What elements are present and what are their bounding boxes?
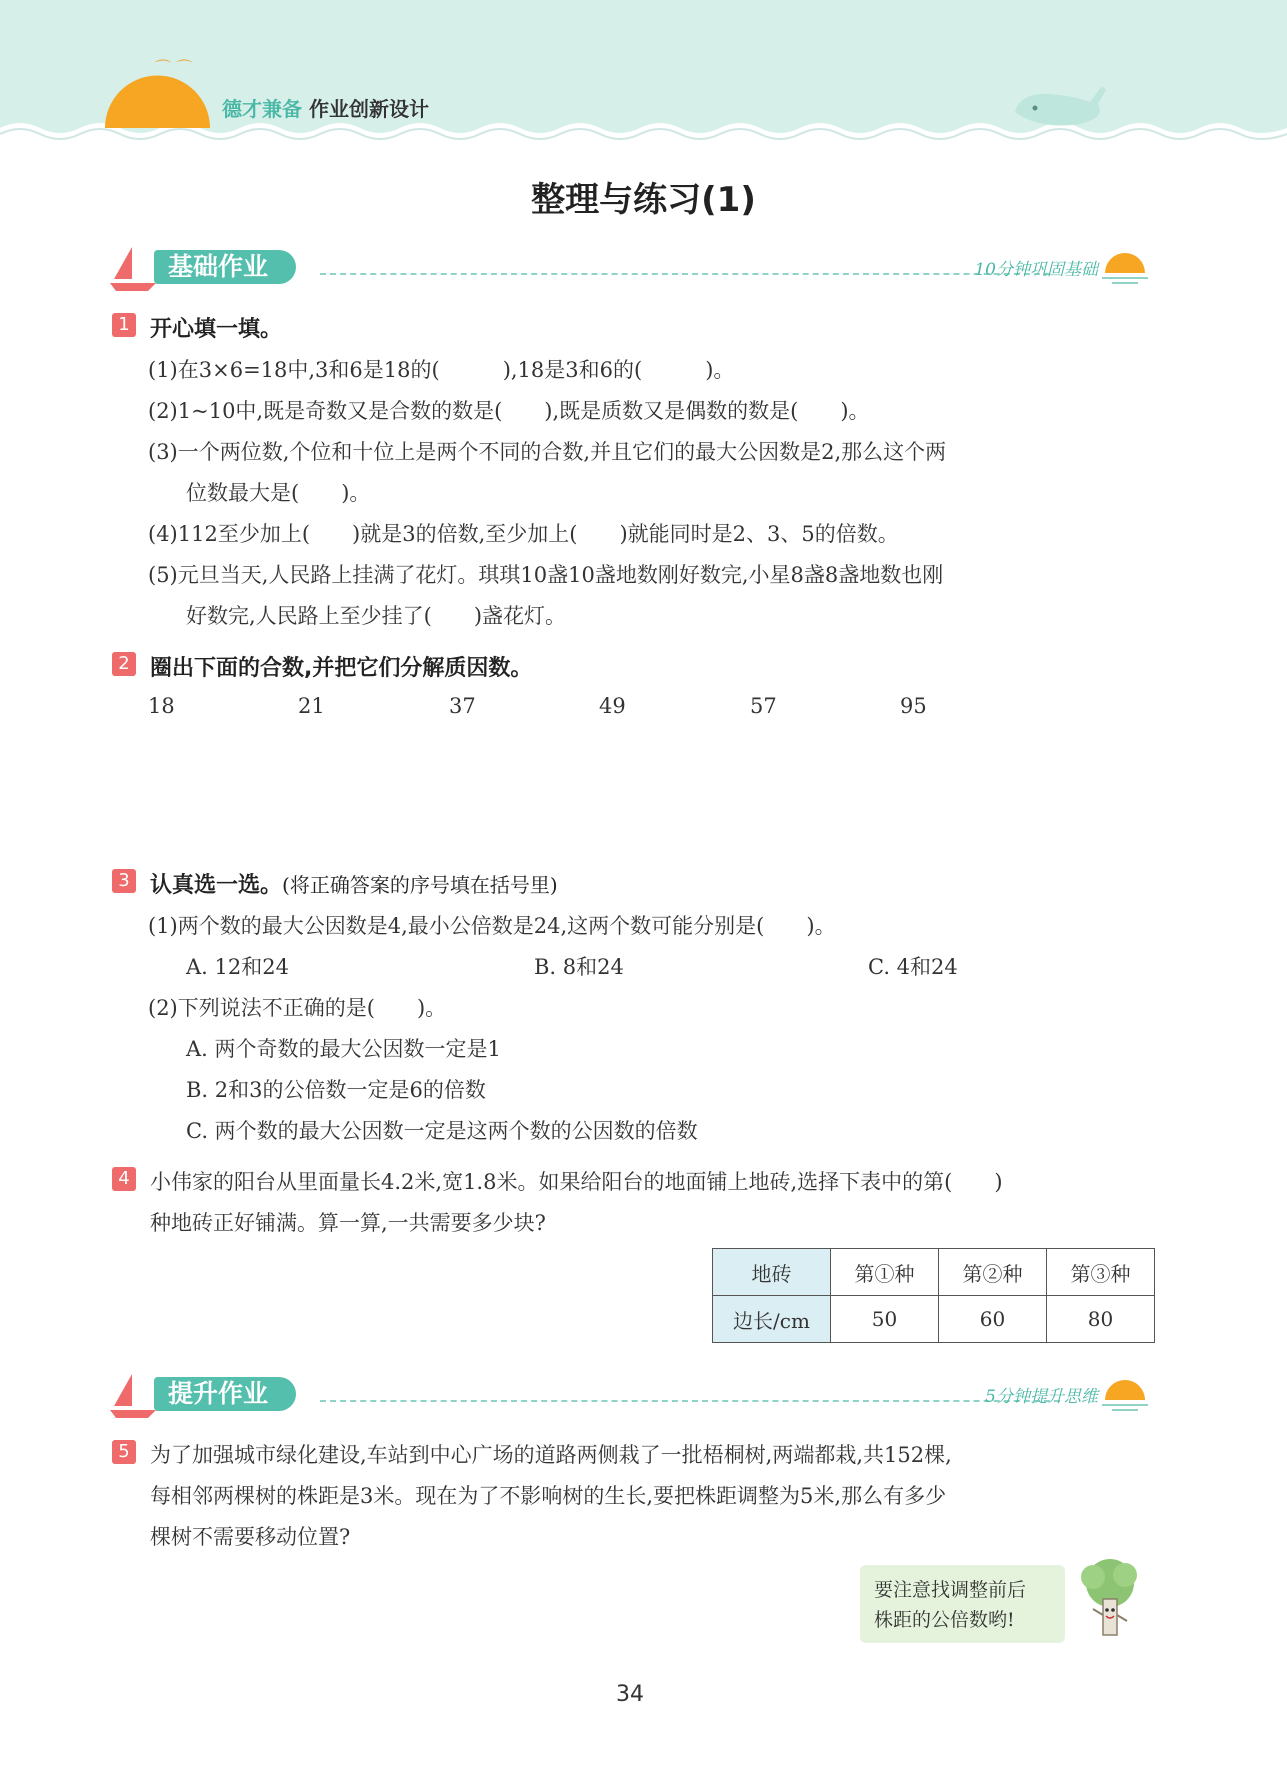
question-number: 3 — [112, 869, 136, 893]
table-cell: 60 — [939, 1296, 1047, 1343]
q1-line: (4)112至少加上( )就是3的倍数,至少加上( )就能同时是2、3、5的倍数。 — [148, 522, 899, 546]
q3-part1: (1)两个数的最大公因数是4,最小公倍数是24,这两个数可能分别是( )。 — [148, 914, 836, 938]
number-item: 57 — [750, 694, 777, 718]
option-b: B. 2和3的公倍数一定是6的倍数 — [186, 1078, 486, 1102]
question-number: 2 — [112, 652, 136, 676]
hint-line: 要注意找调整前后 — [874, 1579, 1027, 1601]
section-label: 提升作业 — [154, 1377, 296, 1411]
option-c: C. 两个数的最大公因数一定是这两个数的公因数的倍数 — [186, 1119, 698, 1143]
option-c: C. 4和24 — [868, 955, 958, 979]
tile-table — [712, 1248, 1155, 1343]
page-title: 整理与练习(1) — [531, 180, 756, 220]
sunset-icon — [1100, 1374, 1150, 1414]
table-cell: 50 — [831, 1296, 939, 1343]
number-item: 37 — [449, 694, 476, 718]
table-cell: 第②种 — [939, 1249, 1047, 1296]
page-number: 34 — [600, 1672, 660, 1722]
table-row — [713, 1249, 1155, 1296]
number-item: 18 — [148, 694, 175, 718]
number-item: 21 — [298, 694, 325, 718]
section-banner-advanced — [110, 1372, 1150, 1420]
q1-line: (3)一个两位数,个位和十位上是两个不同的合数,并且它们的最大公因数是2,那么这个两 — [148, 440, 947, 464]
option-a: A. 两个奇数的最大公因数一定是1 — [186, 1037, 501, 1061]
q1-line: 位数最大是( )。 — [186, 481, 371, 505]
q5-text: 为了加强城市绿化建设,车站到中心广场的道路两侧栽了一批梧桐树,两端都栽,共152棵, — [150, 1443, 952, 1467]
table-row — [713, 1296, 1155, 1343]
birds-icon: ⌒ ⌒ — [155, 58, 193, 77]
question-number: 5 — [112, 1440, 136, 1464]
tree-mascot-icon — [1075, 1555, 1145, 1645]
section-label: 基础作业 — [154, 250, 296, 284]
number-item: 49 — [599, 694, 626, 718]
brand-title: 德才兼备 作业创新设计 — [222, 97, 429, 121]
whale-icon — [1010, 72, 1110, 132]
section-banner-basic — [110, 245, 1150, 293]
q5-text: 棵树不需要移动位置? — [150, 1525, 351, 1549]
dashed-divider — [320, 273, 1050, 275]
dashed-divider — [320, 1400, 1060, 1402]
sunset-icon — [1100, 247, 1150, 287]
question-heading: 认真选一选。(将正确答案的序号填在括号里) — [150, 873, 558, 898]
question-heading: 圈出下面的合数,并把它们分解质因数。 — [150, 656, 533, 681]
q1-line: (2)1~10中,既是奇数又是合数的数是( ),既是质数又是偶数的数是( )。 — [148, 399, 870, 423]
table-cell: 80 — [1047, 1296, 1155, 1343]
q1-line: (1)在3×6=18中,3和6是18的( ),18是3和6的( )。 — [148, 358, 735, 382]
table-cell: 第③种 — [1047, 1249, 1155, 1296]
question-number: 4 — [112, 1167, 136, 1191]
q1-line: (5)元旦当天,人民路上挂满了花灯。琪琪10盏10盏地数刚好数完,小星8盏8盏地数也刚 — [148, 563, 944, 587]
q5-text: 每相邻两棵树的株距是3米。现在为了不影响树的生长,要把株距调整为5米,那么有多少 — [150, 1484, 947, 1508]
question-number: 1 — [112, 313, 136, 337]
q4-text: 小伟家的阳台从里面量长4.2米,宽1.8米。如果给阳台的地面铺上地砖,选择下表中的第( ) — [150, 1170, 1003, 1194]
option-b: B. 8和24 — [534, 955, 624, 979]
section-note: 5分钟提升思维 — [985, 1387, 1098, 1407]
table-cell: 地砖 — [713, 1249, 831, 1296]
table-cell: 第①种 — [831, 1249, 939, 1296]
table-cell: 边长/cm — [713, 1296, 831, 1343]
sailboat-icon — [110, 1372, 160, 1420]
question-heading: 开心填一填。 — [150, 317, 283, 342]
option-a: A. 12和24 — [186, 955, 289, 979]
sailboat-icon — [110, 245, 160, 293]
section-note: 10分钟巩固基础 — [974, 260, 1098, 280]
q4-text: 种地砖正好铺满。算一算,一共需要多少块? — [150, 1211, 546, 1235]
hint-line: 株距的公倍数哟! — [874, 1609, 1015, 1631]
q1-line: 好数完,人民路上至少挂了( )盏花灯。 — [186, 604, 567, 628]
number-item: 95 — [900, 694, 927, 718]
q3-part2: (2)下列说法不正确的是( )。 — [148, 996, 447, 1020]
hint-box — [860, 1565, 1065, 1643]
